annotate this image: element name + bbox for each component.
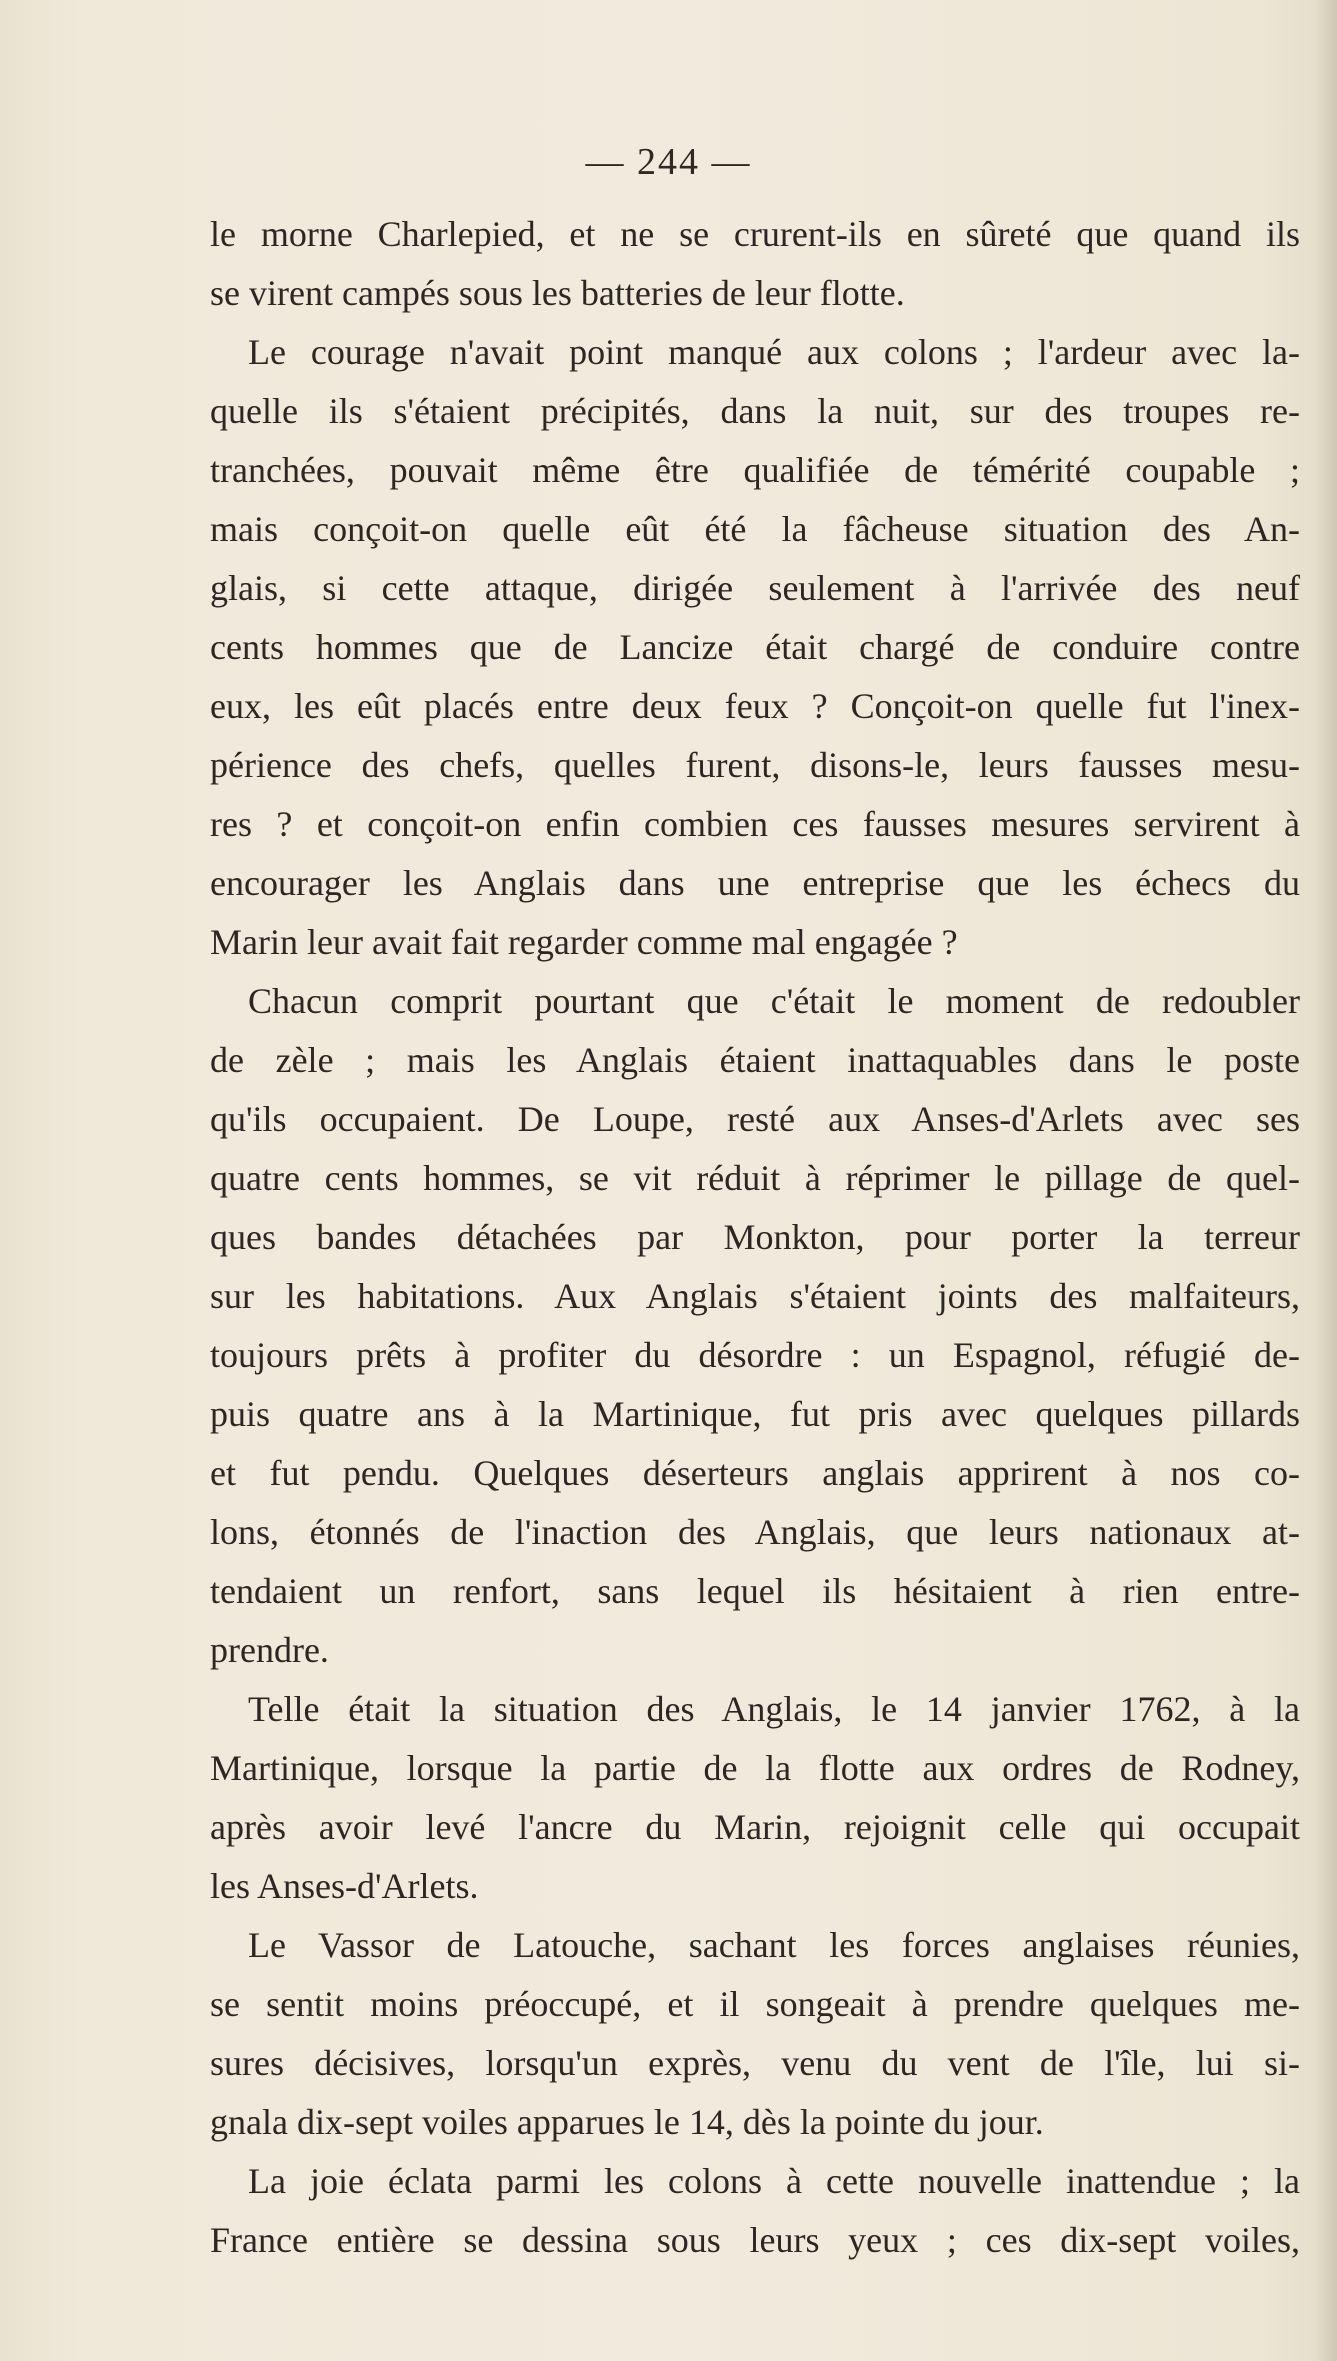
- body-text: [210, 205, 1300, 2270]
- text-line: quatre cents hommes, se vit réduit à réprimer le pillage de quel-: [210, 1158, 1300, 1198]
- text-line: tendaient un renfort, sans lequel ils hésitaient à rien entre-: [210, 1571, 1300, 1611]
- text-line: sures décisives, lorsqu'un exprès, venu du vent de l'île, lui si-: [210, 2043, 1300, 2083]
- text-line: sur les habitations. Aux Anglais s'étaient joints des malfaiteurs,: [210, 1276, 1300, 1316]
- text-line: cents hommes que de Lancize était chargé de conduire contre: [210, 627, 1300, 667]
- text-line: lons, étonnés de l'inaction des Anglais, que leurs nationaux at-: [210, 1512, 1300, 1552]
- text-line: Chacun comprit pourtant que c'était le moment de redoubler: [248, 981, 1300, 1021]
- text-line: encourager les Anglais dans une entreprise que les échecs du: [210, 863, 1300, 903]
- text-line: glais, si cette attaque, dirigée seulement à l'arrivée des neuf: [210, 568, 1300, 608]
- text-line: se virent campés sous les batteries de leur flotte.: [210, 273, 905, 313]
- text-line: res ? et conçoit-on enfin combien ces fausses mesures servirent à: [210, 804, 1300, 844]
- text-line: de zèle ; mais les Anglais étaient inattaquables dans le poste: [210, 1040, 1300, 1080]
- text-line: prendre.: [210, 1630, 329, 1670]
- text-line: La joie éclata parmi les colons à cette nouvelle inattendue ; la: [248, 2161, 1300, 2201]
- text-line: après avoir levé l'ancre du Marin, rejoignit celle qui occupait: [210, 1807, 1300, 1847]
- text-line: ques bandes détachées par Monkton, pour porter la terreur: [210, 1217, 1300, 1257]
- text-line: eux, les eût placés entre deux feux ? Conçoit-on quelle fut l'inex-: [210, 686, 1300, 726]
- text-line: tranchées, pouvait même être qualifiée de témérité coupable ;: [210, 450, 1300, 490]
- text-line: Le courage n'avait point manqué aux colons ; l'ardeur avec la-: [248, 332, 1300, 372]
- text-line: périence des chefs, quelles furent, disons-le, leurs fausses mesu-: [210, 745, 1300, 785]
- text-line: puis quatre ans à la Martinique, fut pris avec quelques pillards: [210, 1394, 1300, 1434]
- text-line: quelle ils s'étaient précipités, dans la nuit, sur des troupes re-: [210, 391, 1300, 431]
- text-line: Telle était la situation des Anglais, le 14 janvier 1762, à la: [248, 1689, 1300, 1729]
- text-line: et fut pendu. Quelques déserteurs anglais apprirent à nos co-: [210, 1453, 1300, 1493]
- text-line: Le Vassor de Latouche, sachant les forces anglaises réunies,: [248, 1925, 1300, 1965]
- text-line: les Anses-d'Arlets.: [210, 1866, 479, 1906]
- text-line: se sentit moins préoccupé, et il songeait à prendre quelques me-: [210, 1984, 1300, 2024]
- text-line: gnala dix-sept voiles apparues le 14, dès la pointe du jour.: [210, 2102, 1044, 2142]
- text-line: mais conçoit-on quelle eût été la fâcheuse situation des An-: [210, 509, 1300, 549]
- text-line: France entière se dessina sous leurs yeux ; ces dix-sept voiles,: [210, 2220, 1300, 2260]
- text-line: qu'ils occupaient. De Loupe, resté aux Anses-d'Arlets avec ses: [210, 1099, 1300, 1139]
- page-number: — 244 —: [585, 141, 752, 183]
- page-edge-shadow: [1315, 0, 1337, 2361]
- text-line: le morne Charlepied, et ne se crurent-ils en sûreté que quand ils: [210, 214, 1300, 254]
- text-line: Martinique, lorsque la partie de la flotte aux ordres de Rodney,: [210, 1748, 1300, 1788]
- text-line: Marin leur avait fait regarder comme mal engagée ?: [210, 922, 958, 962]
- text-line: toujours prêts à profiter du désordre : un Espagnol, réfugié de-: [210, 1335, 1300, 1375]
